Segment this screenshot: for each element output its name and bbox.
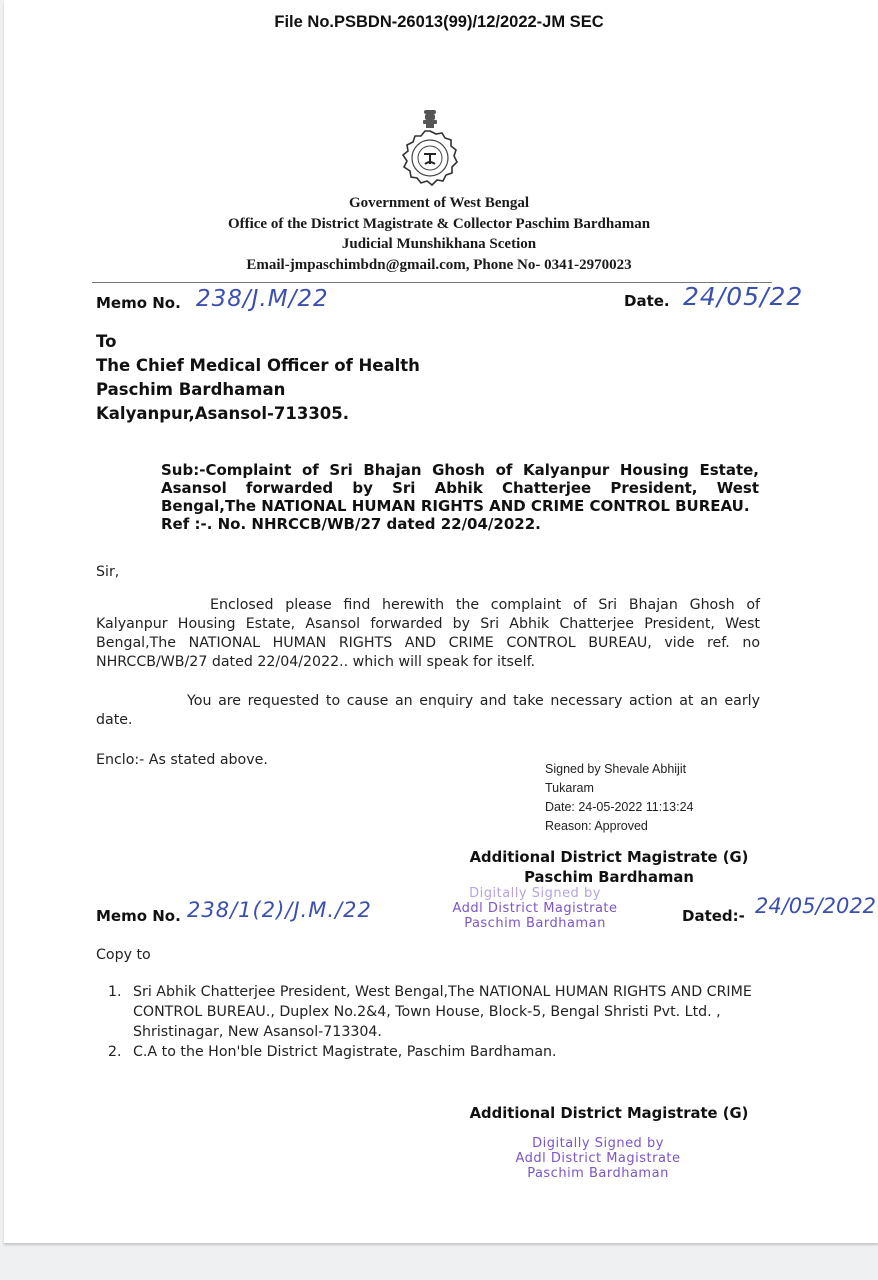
file-number: File No.PSBDN-26013(99)/12/2022-JM SEC xyxy=(274,13,604,31)
digital-signature-signer-cont: Tukaram xyxy=(545,781,594,795)
body-paragraph-2: You are requested to cause an enquiry and take necessary action at an early date. xyxy=(96,693,760,728)
header-section: Judicial Munshikhana Scetion xyxy=(341,236,537,252)
stamp1-line2: Addl District Magistrate xyxy=(452,901,618,916)
date-label: Date. xyxy=(624,292,670,310)
addressee-block xyxy=(96,330,420,426)
addressee-to: To xyxy=(96,332,117,351)
stamp1-line3: Paschim Bardhaman xyxy=(464,916,606,931)
header-government: Government of West Bengal xyxy=(348,195,530,211)
copy-to-item xyxy=(108,1042,768,1062)
signatory-title-2: Additional District Magistrate (G) xyxy=(469,1105,749,1122)
memo2-date-handwritten: 24/05/2022 xyxy=(755,894,877,918)
addressee-line1: The Chief Medical Officer of Health xyxy=(96,356,420,375)
memo-number-handwritten: 238/J.M/22 xyxy=(196,286,329,312)
header-office: Office of the District Magistrate & Collector Paschim Bardhaman xyxy=(227,216,651,232)
stamp2-line2: Addl District Magistrate xyxy=(515,1151,681,1166)
signatory-title-1: Additional District Magistrate (G) xyxy=(469,849,749,866)
official-stamp-1 xyxy=(425,886,645,931)
digital-signature-date: Date: 24-05-2022 11:13:24 xyxy=(545,800,694,814)
addressee-line2: Paschim Bardhaman xyxy=(96,380,286,399)
copy-to-list xyxy=(108,982,768,1062)
header-divider xyxy=(92,282,772,283)
digital-signature-block xyxy=(545,760,694,836)
memo2-date-label: Dated:- xyxy=(682,907,745,925)
stamp2-line1: Digitally Signed by xyxy=(532,1136,664,1151)
government-emblem-icon xyxy=(397,108,463,188)
digital-signature-reason: Reason: Approved xyxy=(545,819,648,833)
reference-text: Ref :-. No. NHRCCB/WB/27 dated 22/04/2022. xyxy=(161,515,541,533)
copy-to-item-text: C.A to the Hon'ble District Magistrate, Paschim Bardhaman. xyxy=(133,1044,557,1060)
stamp1-line1: Digitally Signed by xyxy=(469,886,601,901)
body-paragraph-1: Enclosed please find herewith the complaint of Sri Bhajan Ghosh of Kalyanpur Housing Estate, Asansol forwarded by Sri Abhik Chatterjee President, West Bengal,The NATIONAL HUMAN RIGHTS AND CRIME CONTROL BUREAU, vide ref. no NHRCCB/WB/27 dated 22/04/2022.. which will speak for itself. xyxy=(96,597,760,670)
copy-to-label: Copy to xyxy=(96,947,151,963)
memo-label: Memo No. xyxy=(96,294,181,312)
official-stamp-2 xyxy=(478,1136,718,1181)
enclosure-note: Enclo:- As stated above. xyxy=(96,752,268,768)
copy-to-item-number: 1. xyxy=(108,984,122,1000)
copy-to-item-number: 2. xyxy=(108,1044,122,1060)
addressee-line3: Kalyanpur,Asansol-713305. xyxy=(96,404,350,423)
subject-block xyxy=(161,461,759,533)
salutation: Sir, xyxy=(96,564,120,580)
stamp2-line3: Paschim Bardhaman xyxy=(527,1166,669,1181)
memo2-label: Memo No. xyxy=(96,907,181,925)
copy-to-item-text: Sri Abhik Chatterjee President, West Bengal,The NATIONAL HUMAN RIGHTS AND CRIME CONTROL BUREAU., Duplex No.2&4, Town House, Block-5, Bengal Shristi Pvt. Ltd. , Shristinagar, New Asansol-713304. xyxy=(133,984,752,1040)
signatory-place-1: Paschim Bardhaman xyxy=(524,869,694,886)
memo2-number-handwritten: 238/1(2)/J.M./22 xyxy=(187,898,372,922)
date-handwritten: 24/05/22 xyxy=(683,282,804,311)
subject-text: Sub:-Complaint of Sri Bhajan Ghosh of Kalyanpur Housing Estate, Asansol forwarded by Sri Abhik Chatterjee President, West Bengal,The NATIONAL HUMAN RIGHTS AND CRIME CONTROL BUREAU. xyxy=(161,461,759,515)
digital-signature-signer: Signed by Shevale Abhijit xyxy=(545,762,687,776)
copy-to-item xyxy=(108,982,768,1042)
header-contact: Email-jmpaschimbdn@gmail.com, Phone No- 0341-2970023 xyxy=(246,257,632,273)
signatory-block-1 xyxy=(450,848,768,888)
